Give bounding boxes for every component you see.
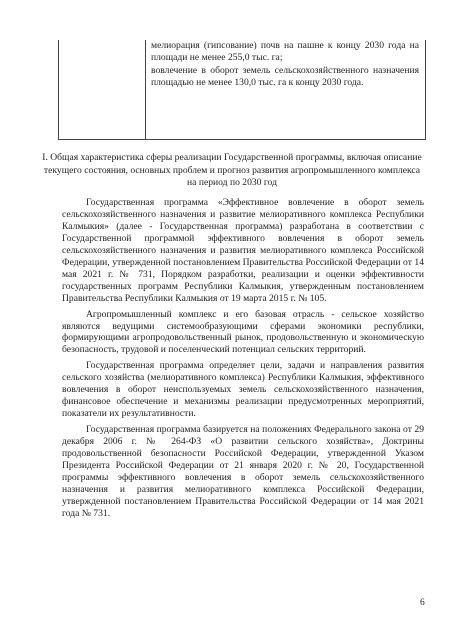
body-text bbox=[62, 197, 424, 524]
table-fragment bbox=[58, 40, 426, 140]
page-number: 6 bbox=[420, 598, 425, 608]
table-cell-indicators bbox=[151, 40, 419, 90]
paragraph: Государственная программа базируется на положениях Федерального закона от 29 декабря 2006 г. № 264-ФЗ «О развитии сельского хозяйства», Доктрины продовольственной безопасности Российской Федерации, утвержденной Указом Президента Российской Федерации от 21 января 2020 г. № 20, Государственной программы эффективного вовлечения в оборот земель сельскохозяйственного назначения и развития мелиоративного комплекса Российской Федерации, утвержденной постановлением Правительства Российской Федерации от 14 мая 2021 года № 731. bbox=[62, 424, 424, 519]
table-line: вовлечение в оборот земель сельскохозяйственного назначения площадью не менее 130,0 тыс. га к концу 2030 года. bbox=[151, 64, 419, 89]
paragraph: Государственная программа определяет цели, задачи и направления развития сельского хозяйства (мелиоративного комплекса) Республики Калмыкия, эффективного вовлечения в оборот неиспользуемых земель сельскохозяйственного назначения, финансовое обеспечение и механизмы реализации предусмотренных мероприятий, показатели их результативности. bbox=[62, 360, 424, 420]
paragraph: Государственная программа «Эффективное вовлечение в оборот земель сельскохозяйственного назначения и развитие мелиоративного комплекса Республики Калмыкия» (далее - Государственная программа) разработана в соответствии с Государственной программой эффективного вовлечения в оборот земель сельскохозяйственного назначения и развития мелиоративного комплекса Российской Федерации, утвержденной постановлением Правительства Российской Федерации от 14 мая 2021 г. № 731, Порядком разработки, реализации и оценки эффективности государственных программ Республики Калмыкия, утвержденным постановлением Правительства Республики Калмыкия от 19 марта 2015 г. № 105. bbox=[62, 197, 424, 304]
table-line: мелиорация (гипсование) почв на пашне к концу 2030 года на площади не менее 255,0 тыс. га; bbox=[151, 40, 419, 64]
section-heading bbox=[40, 152, 424, 190]
table-column-divider bbox=[145, 40, 146, 139]
paragraph: Агропромышленный комплекс и его базовая отрасль - сельское хозяйство являются ведущими системообразующими сферами экономики республики, формирующими агропродовольственный рынок, продовольственную и экономическую безопасность, трудовой и поселенческий потенциал сельских территорий. bbox=[62, 308, 424, 356]
section-heading-text: I. Общая характеристика сферы реализации Государственной программы, включая описание текущего состояния, основных проблем и прогноз развития агропромышленного комплекса на период по 2030 год bbox=[42, 152, 422, 188]
